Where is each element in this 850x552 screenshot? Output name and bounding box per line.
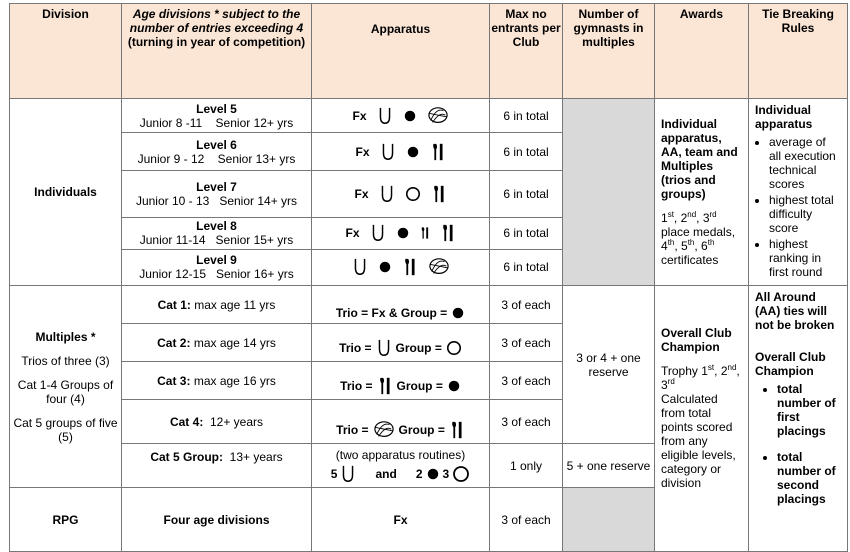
and-label: and xyxy=(375,466,397,481)
list-item: • average of all execution technical scores xyxy=(769,135,841,191)
group-label: Group = xyxy=(396,379,443,393)
gymnasts-count: 5 + one reserve xyxy=(563,444,655,488)
clubs-icon xyxy=(449,420,465,440)
rpg-age: Four age divisions xyxy=(122,488,312,552)
trio-label: Trio = Fx & Group = xyxy=(335,306,448,320)
cat-age: 12+ years xyxy=(203,414,264,429)
cat-cell xyxy=(122,400,312,444)
clubs-icon xyxy=(440,223,456,243)
ribbon-icon xyxy=(427,106,449,126)
max-cell: 6 in total xyxy=(490,217,563,249)
cat-title: Cat 3: xyxy=(157,373,191,388)
max-cell: 6 in total xyxy=(490,133,563,171)
max-cell: 3 of each xyxy=(490,286,563,324)
trio-label: Trio = xyxy=(336,423,369,437)
fx-label: Fx xyxy=(354,186,369,201)
ring-icon xyxy=(405,186,421,202)
ball-icon xyxy=(426,467,440,481)
apparatus-cell xyxy=(312,133,490,171)
level-cell xyxy=(122,249,312,285)
hoop-icon xyxy=(370,223,386,243)
max-cell: 3 of each xyxy=(490,488,563,552)
table-row xyxy=(10,286,848,324)
cat-cell xyxy=(122,362,312,400)
ring-icon xyxy=(446,340,462,356)
awards-individual xyxy=(655,99,749,286)
header-row xyxy=(10,4,848,99)
level-ages: Junior 8 -11 Senior 12+ yrs xyxy=(139,115,294,130)
level-cell xyxy=(122,171,312,217)
trio-label: Trio = xyxy=(339,341,372,355)
apparatus-cell xyxy=(312,362,490,400)
max-cell: 1 only xyxy=(490,444,563,488)
count-five: 5 xyxy=(330,466,338,481)
multiples-label: Multiples * xyxy=(35,329,96,344)
max-cell: 3 of each xyxy=(490,400,563,444)
max-cell: 3 of each xyxy=(490,324,563,362)
apparatus-cell xyxy=(312,171,490,217)
header-division: Division xyxy=(10,4,122,99)
fx-label: Fx xyxy=(345,226,360,241)
ring-icon xyxy=(452,465,470,483)
level-ages: Junior 10 - 13 Senior 14+ yrs xyxy=(135,193,298,208)
list-item: • highest total difficulty score xyxy=(769,193,841,235)
ball-icon xyxy=(403,109,417,123)
apparatus-cell xyxy=(312,324,490,362)
level-ages: Junior 11-14 Senior 15+ yrs xyxy=(139,233,294,248)
cat-title: Cat 4: xyxy=(169,414,204,429)
apparatus-cell xyxy=(312,286,490,324)
gymnasts-count: 3 or 4 + one reserve xyxy=(563,286,655,444)
table-row xyxy=(10,99,848,133)
header-max: Max no entrants per Club xyxy=(490,4,563,99)
hoop-icon xyxy=(340,464,356,484)
ribbon-icon xyxy=(373,420,395,440)
level-ages: Junior 9 - 12 Senior 13+ yrs xyxy=(137,151,296,166)
level-title: Level 9 xyxy=(196,253,237,268)
level-title: Level 8 xyxy=(196,219,237,234)
header-number: Number of gymnasts in multiples xyxy=(563,4,655,99)
two-apparatus-note: (two apparatus routines) xyxy=(335,447,466,462)
cat-title: Cat 1: xyxy=(157,297,191,312)
ball-icon xyxy=(396,226,410,240)
cat-age: max age 16 yrs xyxy=(190,373,276,388)
cat-cell xyxy=(122,324,312,362)
rpg-apparatus: Fx xyxy=(312,488,490,552)
count-two: 2 xyxy=(415,466,423,481)
gymnasts-cell-empty xyxy=(563,488,655,552)
fx-label: Fx xyxy=(355,144,370,159)
level-cell xyxy=(122,217,312,249)
clubs-icon xyxy=(430,142,446,162)
multiples-note: Cat 5 groups of five (5) xyxy=(13,415,118,444)
multiples-note: Cat 1-4 Groups of four (4) xyxy=(17,377,114,406)
trio-label: Trio = xyxy=(340,379,373,393)
awards-trophy: Trophy 1st, 2nd, 3rd xyxy=(661,363,740,392)
tie-aa-club xyxy=(749,286,848,552)
awards-medals: 1st, 2nd, 3rd place medals, 4th, 5th, 6th certificates xyxy=(661,210,736,267)
header-age xyxy=(122,4,312,99)
level-title: Level 5 xyxy=(196,101,237,116)
hoop-icon xyxy=(376,338,392,358)
level-title: Level 7 xyxy=(196,179,237,194)
division-rpg: RPG xyxy=(10,488,122,552)
tie-club-heading: Overall Club Champion xyxy=(755,350,826,378)
list-item: • total number of first placings xyxy=(777,382,841,438)
clubs-icon xyxy=(402,257,418,277)
max-cell: 6 in total xyxy=(490,99,563,133)
awards-club-heading: Overall Club Champion xyxy=(661,326,732,354)
count-three: 3 xyxy=(442,466,450,481)
division-multiples xyxy=(10,286,122,488)
max-cell: 6 in total xyxy=(490,249,563,285)
list-item: • total number of second placings xyxy=(777,450,841,506)
cat-age: max age 14 yrs xyxy=(190,335,276,350)
group-label: Group = xyxy=(398,423,445,437)
cat-age: max age 11 yrs xyxy=(190,297,276,312)
tie-individual xyxy=(749,99,848,286)
division-individuals: Individuals xyxy=(10,99,122,286)
awards-heading: Individual apparatus, AA, team and Multiples (trios and groups) xyxy=(661,117,738,201)
level-cell xyxy=(122,133,312,171)
group-label: Group = xyxy=(395,341,442,355)
level-cell xyxy=(122,99,312,133)
tie-heading: Individual apparatus xyxy=(755,103,813,131)
tie-aa: All Around (AA) ties will not be broken xyxy=(755,290,835,332)
clubs-icon xyxy=(377,376,393,396)
gymnasts-cell-empty xyxy=(563,99,655,286)
competition-table xyxy=(9,3,848,552)
cat-cell xyxy=(122,286,312,324)
age-turning-note: (turning in year of competition) xyxy=(127,35,306,49)
tie-club-list xyxy=(755,382,841,506)
multiples-note: Trios of three (3) xyxy=(21,353,110,368)
cat-title: Cat 2: xyxy=(157,335,191,350)
header-tie: Tie Breaking Rules xyxy=(749,4,848,99)
hoop-icon xyxy=(379,184,395,204)
cat-age: 13+ years xyxy=(222,450,283,464)
max-cell: 3 of each xyxy=(490,362,563,400)
awards-club xyxy=(655,286,749,552)
apparatus-cell xyxy=(312,400,490,444)
apparatus-cell xyxy=(312,444,490,488)
apparatus-cell xyxy=(312,249,490,285)
ball-icon xyxy=(447,379,461,393)
level-ages: Junior 12-15 Senior 16+ yrs xyxy=(139,267,294,282)
club-icon xyxy=(420,223,430,243)
apparatus-cell xyxy=(312,217,490,249)
fx-label: Fx xyxy=(352,108,367,123)
hoop-icon xyxy=(377,106,393,126)
header-apparatus: Apparatus xyxy=(312,4,490,99)
cat-title: Cat 5 Group: xyxy=(150,450,223,464)
ball-icon xyxy=(378,260,392,274)
cat-cell xyxy=(122,444,312,488)
age-subject-note: Age divisions * subject to the number of entries exceeding 4 xyxy=(129,7,304,35)
ball-icon xyxy=(406,145,420,159)
hoop-icon xyxy=(380,142,396,162)
ribbon-icon xyxy=(428,257,450,277)
tie-list xyxy=(755,135,841,279)
awards-calc: Calculated from total points scored from any eligible levels, category or division xyxy=(661,392,736,490)
list-item: • highest ranking in first round xyxy=(769,237,841,279)
apparatus-cell xyxy=(312,99,490,133)
header-awards: Awards xyxy=(655,4,749,99)
ball-icon xyxy=(451,306,465,320)
max-cell: 6 in total xyxy=(490,171,563,217)
hoop-icon xyxy=(352,257,368,277)
clubs-icon xyxy=(431,184,447,204)
level-title: Level 6 xyxy=(196,137,237,152)
